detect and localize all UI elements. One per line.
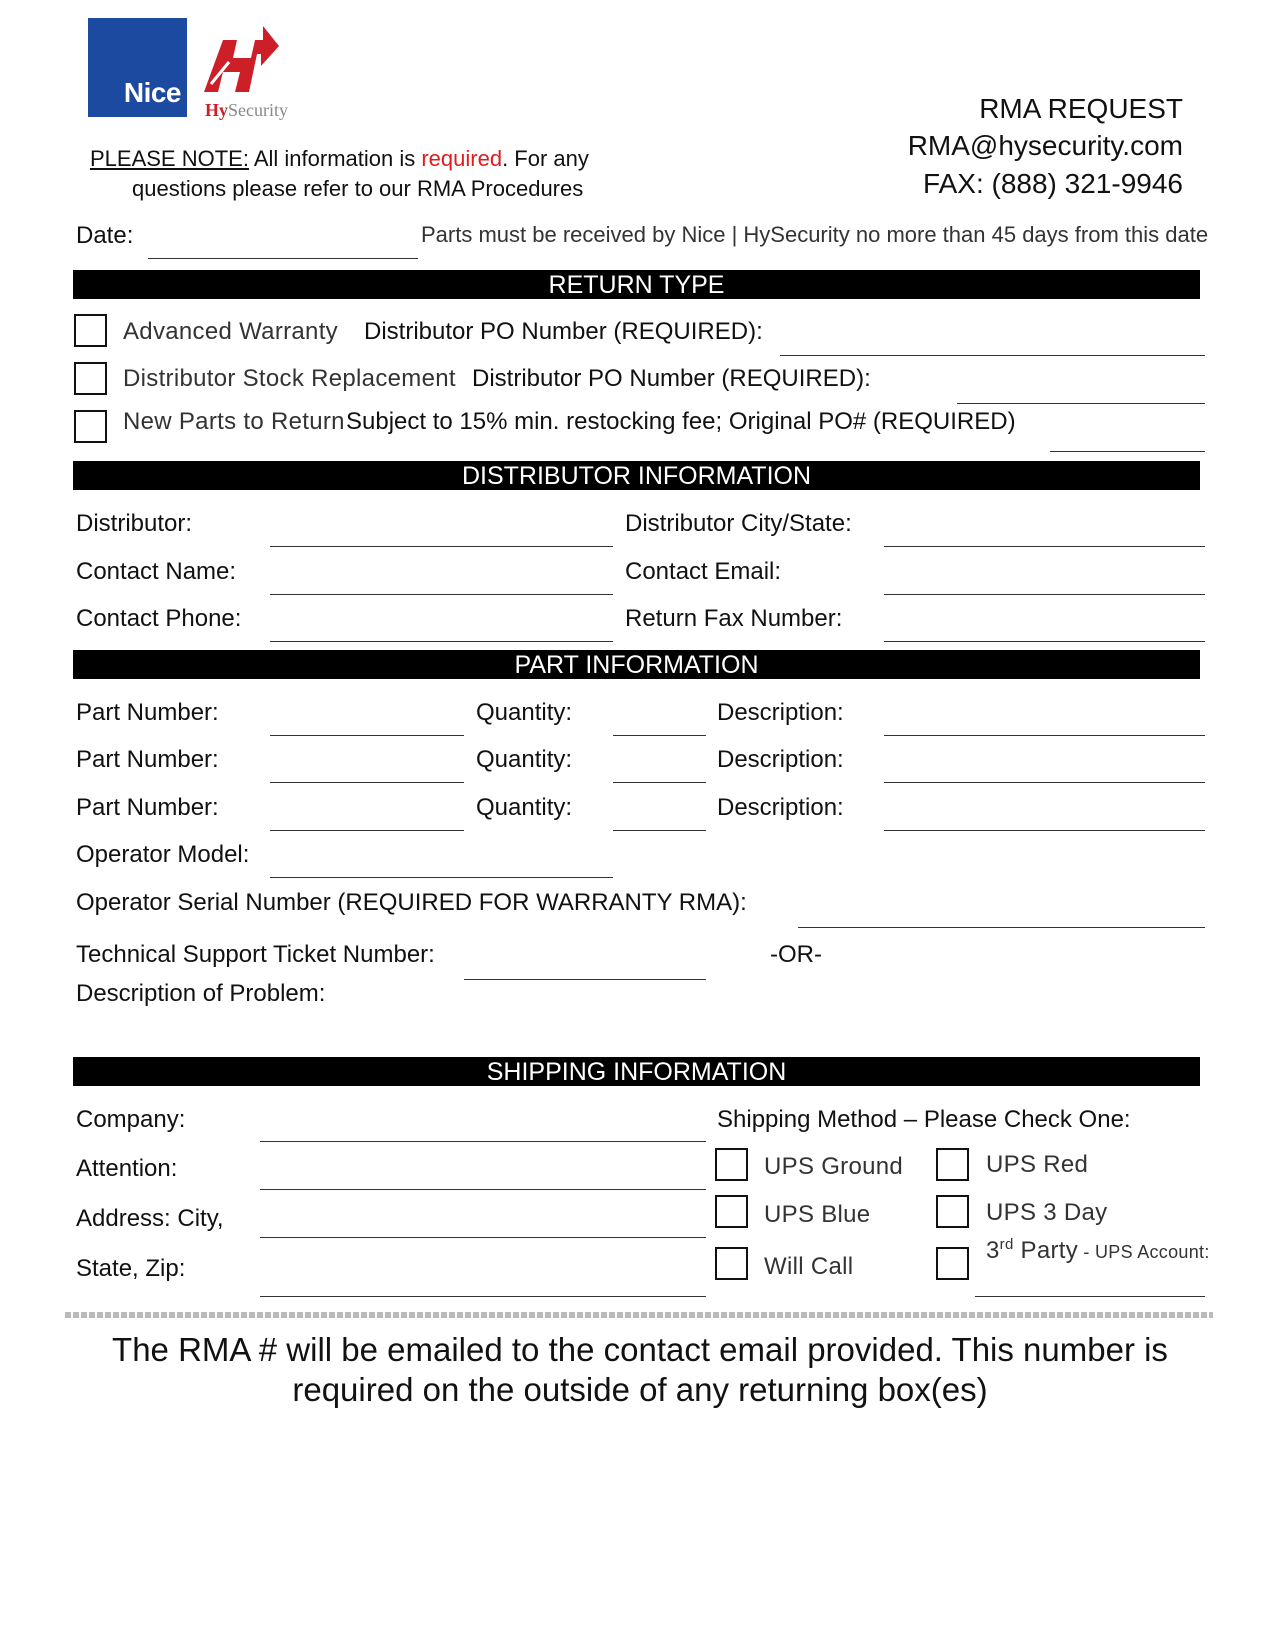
state-zip-field[interactable] — [260, 1296, 706, 1297]
city-state-label: Distributor City/State: — [625, 510, 852, 537]
ticket-number-field[interactable] — [464, 979, 706, 980]
new-parts-po-field[interactable] — [1050, 451, 1205, 452]
stock-replacement-po-label: Distributor PO Number (REQUIRED): — [472, 365, 871, 392]
description-field-1[interactable] — [884, 735, 1205, 736]
company-label: Company: — [76, 1106, 186, 1133]
company-field[interactable] — [260, 1141, 706, 1142]
ups-ground-label: UPS Ground — [764, 1153, 904, 1180]
ups-3day-checkbox[interactable] — [936, 1195, 969, 1228]
part-number-field-2[interactable] — [270, 782, 464, 783]
part-header: PART INFORMATION — [73, 650, 1200, 679]
advanced-warranty-po-field[interactable] — [780, 355, 1205, 356]
contact-name-field[interactable] — [270, 594, 613, 595]
state-zip-label: State, Zip: — [76, 1255, 186, 1282]
hysecurity-logo-icon — [203, 18, 283, 98]
stock-replacement-checkbox[interactable] — [74, 362, 107, 395]
third-party-label: 3rd Party - UPS Account: — [986, 1236, 1210, 1264]
description-field-2[interactable] — [884, 782, 1205, 783]
hysecurity-wordmark: HySecurity — [205, 100, 289, 120]
description-label-2: Description: — [717, 746, 844, 773]
distributor-field[interactable] — [270, 546, 613, 547]
rma-email: RMA@hysecurity.com — [907, 130, 1183, 161]
nice-logo-text: Nice — [123, 77, 181, 108]
please-note: PLEASE NOTE: All information is required. For any — [90, 146, 589, 171]
contact-phone-field[interactable] — [270, 641, 613, 642]
contact-email-label: Contact Email: — [625, 558, 782, 585]
city-state-field[interactable] — [884, 546, 1205, 547]
serial-number-label: Operator Serial Number (REQUIRED FOR WARRANTY RMA): — [76, 889, 747, 916]
quantity-field-3[interactable] — [613, 830, 706, 831]
operator-model-label: Operator Model: — [76, 841, 250, 868]
form-title: RMA REQUEST — [979, 93, 1183, 124]
advanced-warranty-label: Advanced Warranty — [123, 318, 338, 345]
ups-blue-checkbox[interactable] — [715, 1195, 748, 1228]
part-number-label-1: Part Number: — [76, 699, 219, 726]
stock-replacement-label: Distributor Stock Replacement — [123, 365, 456, 392]
description-field-3[interactable] — [884, 830, 1205, 831]
footer-line-2: required on the outside of any returning box(es) — [292, 1371, 988, 1408]
contact-email-field[interactable] — [884, 594, 1205, 595]
shipping-method-title: Shipping Method – Please Check One: — [717, 1106, 1131, 1133]
date-field[interactable] — [148, 258, 418, 259]
ups-red-checkbox[interactable] — [936, 1148, 969, 1181]
description-label-3: Description: — [717, 794, 844, 821]
nice-logo — [88, 18, 187, 117]
contact-phone-label: Contact Phone: — [76, 605, 242, 632]
will-call-checkbox[interactable] — [715, 1247, 748, 1280]
new-parts-po-label: Subject to 15% min. restocking fee; Original PO# (REQUIRED) — [346, 408, 1016, 435]
operator-model-field[interactable] — [270, 877, 613, 878]
third-party-checkbox[interactable] — [936, 1247, 969, 1280]
will-call-label: Will Call — [764, 1253, 854, 1280]
ticket-number-label: Technical Support Ticket Number: — [76, 941, 435, 968]
date-note: Parts must be received by Nice | HySecurity no more than 45 days from this date — [421, 222, 1209, 247]
ups-red-label: UPS Red — [986, 1151, 1089, 1178]
rma-fax: FAX: (888) 321-9946 — [923, 168, 1183, 199]
divider — [65, 1312, 1213, 1318]
return-type-header: RETURN TYPE — [73, 270, 1200, 299]
footer-note — [70, 1330, 1210, 1410]
contact-name-label: Contact Name: — [76, 558, 237, 585]
advanced-warranty-po-label: Distributor PO Number (REQUIRED): — [364, 318, 763, 345]
part-number-field-1[interactable] — [270, 735, 464, 736]
serial-number-field[interactable] — [798, 927, 1205, 928]
ups-blue-label: UPS Blue — [764, 1201, 871, 1228]
new-parts-checkbox[interactable] — [74, 410, 107, 443]
quantity-field-1[interactable] — [613, 735, 706, 736]
quantity-label-2: Quantity: — [476, 746, 573, 773]
footer-line-1: The RMA # will be emailed to the contact email provided. This number is — [112, 1331, 1168, 1368]
quantity-label-1: Quantity: — [476, 699, 573, 726]
attention-field[interactable] — [260, 1189, 706, 1190]
quantity-field-2[interactable] — [613, 782, 706, 783]
part-number-label-2: Part Number: — [76, 746, 219, 773]
shipping-header: SHIPPING INFORMATION — [73, 1057, 1200, 1086]
or-separator: -OR- — [770, 941, 822, 968]
ups-account-field[interactable] — [975, 1296, 1205, 1297]
advanced-warranty-checkbox[interactable] — [74, 314, 107, 347]
address-label: Address: City, — [76, 1205, 224, 1232]
quantity-label-3: Quantity: — [476, 794, 573, 821]
ups-ground-checkbox[interactable] — [715, 1148, 748, 1181]
stock-replacement-po-field[interactable] — [957, 403, 1205, 404]
problem-description-label: Description of Problem: — [76, 980, 326, 1007]
part-number-field-3[interactable] — [270, 830, 464, 831]
part-number-label-3: Part Number: — [76, 794, 219, 821]
return-fax-label: Return Fax Number: — [625, 605, 843, 632]
new-parts-label: New Parts to Return — [123, 408, 345, 435]
attention-label: Attention: — [76, 1155, 178, 1182]
please-note-line2: questions please refer to our RMA Procedures — [132, 176, 584, 201]
return-fax-field[interactable] — [884, 641, 1205, 642]
distributor-label: Distributor: — [76, 510, 193, 537]
description-label-1: Description: — [717, 699, 844, 726]
distributor-header: DISTRIBUTOR INFORMATION — [73, 461, 1200, 490]
date-label: Date: — [76, 222, 134, 249]
address-field[interactable] — [260, 1237, 706, 1238]
ups-3day-label: UPS 3 Day — [986, 1199, 1108, 1226]
